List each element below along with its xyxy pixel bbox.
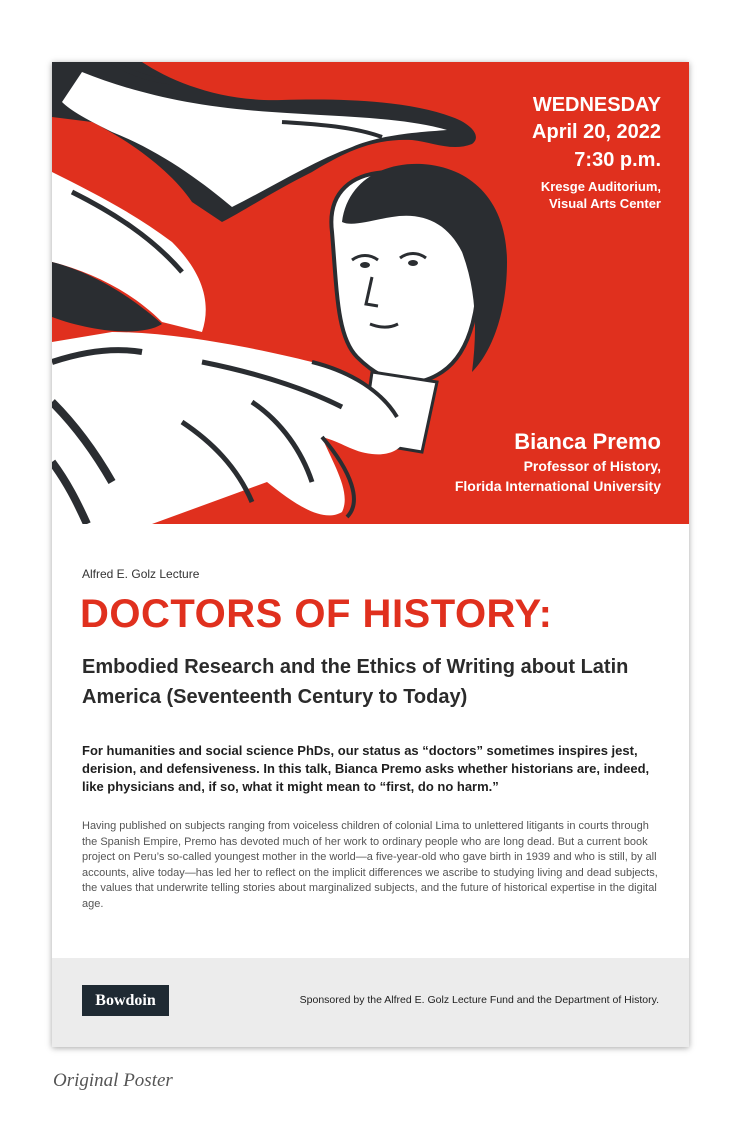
venue-line-2: Visual Arts Center (549, 196, 661, 211)
speaker-name: Bianca Premo (514, 429, 661, 454)
speaker-title-line-1: Professor of History, (523, 458, 661, 474)
poster-footer (52, 958, 689, 1047)
lecture-subtitle: Embodied Research and the Ethics of Writing about Latin America (Seventeenth Century to Today) (82, 656, 629, 708)
bowdoin-logo: Bowdoin (82, 985, 169, 1016)
venue-line-1: Kresge Auditorium, (540, 179, 661, 194)
event-date: April 20, 2022 (532, 121, 661, 143)
poster (52, 62, 689, 1047)
lecture-series: Alfred E. Golz Lecture (82, 567, 200, 581)
speaker-title-line-2: Florida International University (454, 478, 661, 494)
speaker-details (455, 428, 661, 496)
poster-caption: Original Poster (53, 1070, 173, 1091)
lecture-headline: DOCTORS OF HISTORY: (80, 592, 553, 636)
event-weekday: WEDNESDAY (532, 94, 661, 116)
event-details (532, 92, 661, 212)
sponsor-text: Sponsored by the Alfred E. Golz Lecture Fund and the Department of History. (299, 994, 659, 1006)
event-time: 7:30 p.m. (574, 149, 661, 171)
lecture-lead-paragraph: For humanities and social science PhDs, our status as “doctors” sometimes inspires jest, derision, and defensiveness. In this talk, Bianca Premo asks whether historians are, indeed, like physicians and, if so, what it might mean to “first, do no harm.” (82, 743, 650, 794)
hero-illustration (52, 62, 689, 524)
lecture-body-paragraph: Having published on subjects ranging from voiceless children of colonial Lima to unlettered litigants in courts through the Spanish Empire, Premo has devoted much of her work to ordinary people who are long dead. But a current book project on Peru’s so-called youngest mother in the world—a five-year-old who gave birth in 1939 and who is still, by all accounts, alive today—has led her to reflect on the implicit differences we ascribe to studying living and dead subjects, the values that underwrite telling stories about marginalized subjects, and the future of historical expertise in the digital age. (82, 820, 658, 910)
event-venue (532, 178, 661, 212)
